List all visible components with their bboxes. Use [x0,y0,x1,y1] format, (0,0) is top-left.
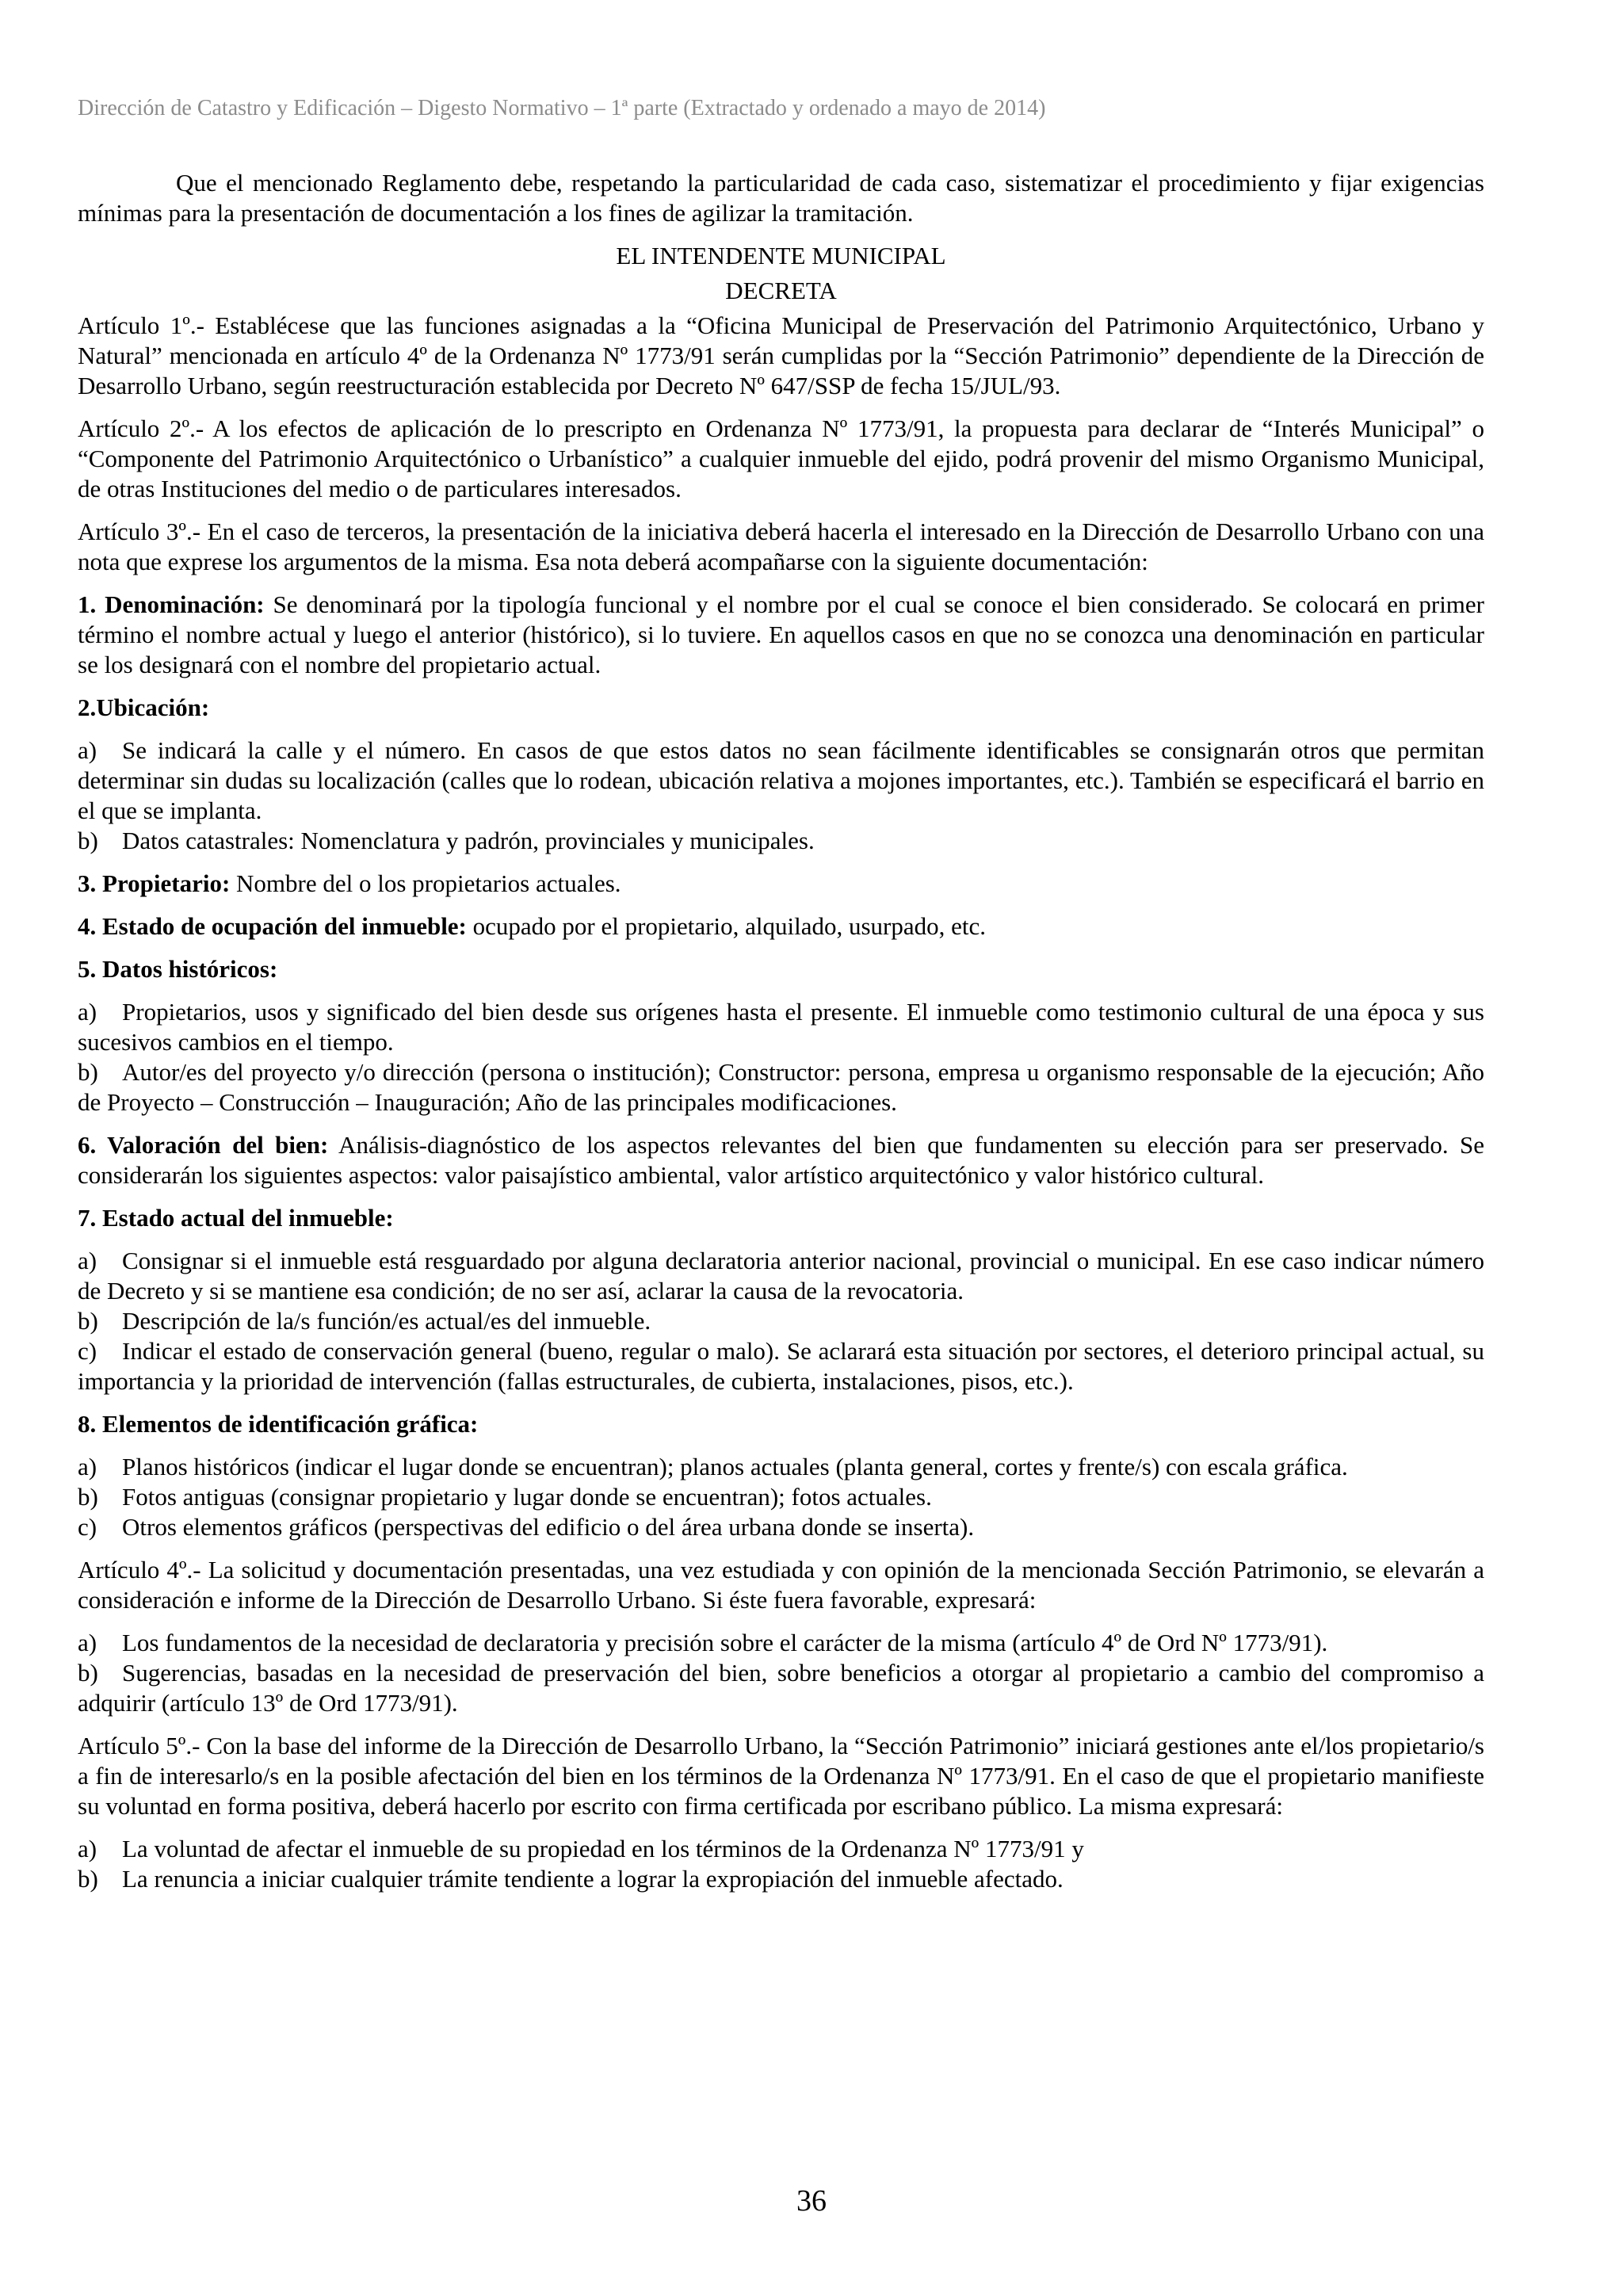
list-text: Autor/es del proyecto y/o dirección (persona o institución); Constructor: persona, empresa u organismo responsable de la ejecución; Año de Proyecto – Construcción – Inauguración; Año de las principales modificaciones. [78,1058,1484,1116]
list-label: b) [78,1659,98,1687]
section-4-text: ocupado por el propietario, alquilado, usurpado, etc. [466,912,986,940]
list-label: b) [78,1483,98,1511]
section-7-title-text: 7. Estado actual del inmueble: [78,1204,394,1232]
list-item [78,997,1484,1057]
list-label: a) [78,1835,97,1862]
list-text: Consignar si el inmueble está resguardado por alguna declaratoria anterior nacional, provincial o municipal. En ese caso indicar número de Decreto y si se mantiene esa condición; de no ser así, aclarar la causa de la revocatoria. [78,1247,1484,1305]
article-5: Artículo 5º.- Con la base del informe de la Dirección de Desarrollo Urbano, la “Sección Patrimonio” iniciará gestiones ante el/los propietario/s a fin de interesarlo/s en la posible afectación del bien en los términos de la Ordenanza Nº 1773/91. En el caso de que el propietario manifieste su voluntad en forma positiva, deberá hacerlo por escrito con firma certificada por escribano público. La misma expresará: [78,1732,1484,1820]
article-5-list [78,1834,1484,1894]
list-item [78,1306,1484,1336]
section-2-title-text: 2.Ubicación: [78,693,210,721]
document-body [78,168,1484,1907]
section-1-text: Se denominará por la tipología funcional y el nombre por el cual se conoce el bien considerado. Se colocará en primer término el nombre actual y luego el anterior (histórico), si lo tuviere. En aquellos casos en que no se conozca una denominación en particular se los designará con el nombre del propietario actual. [78,590,1485,678]
list-label: a) [78,736,97,764]
list-label: b) [78,827,98,854]
list-item [78,1864,1484,1894]
article-4-list [78,1628,1484,1718]
section-5-list [78,997,1484,1117]
list-text: Planos históricos (indicar el lugar donde se encuentran); planos actuales (planta general, cortes y frente/s) con escala gráfica. [122,1453,1348,1480]
section-1 [78,590,1484,680]
list-text: Datos catastrales: Nomenclatura y padrón, provinciales y municipales. [122,827,815,854]
list-item [78,1628,1484,1658]
list-item [78,1658,1484,1718]
article-1: Artículo 1º.- Establécese que las funciones asignadas a la “Oficina Municipal de Preservación del Patrimonio Arquitectónico, Urbano y Natural” mencionada en artículo 4º de la Ordenanza Nº 1773/91 serán cumplidas por la “Sección Patrimonio” dependiente de la Dirección de Desarrollo Urbano, según reestructuración establecida por Decreto Nº 647/SSP de fecha 15/JUL/93. [78,311,1484,399]
list-item [78,1482,1484,1512]
section-2-title [78,693,1484,723]
list-label: a) [78,998,97,1026]
list-label: a) [78,1629,97,1656]
list-text: Fotos antiguas (consignar propietario y lugar donde se encuentran); fotos actuales. [122,1483,932,1511]
list-item [78,826,1484,856]
list-label: a) [78,1453,97,1480]
list-text: Descripción de la/s función/es actual/es del inmueble. [122,1307,651,1335]
intro-paragraph: Que el mencionado Reglamento debe, respetando la particularidad de cada caso, sistematizar el procedimiento y fijar exigencias mínimas para la presentación de documentación a los fines de agilizar la tramitación. [78,169,1484,227]
section-3-text: Nombre del o los propietarios actuales. [230,869,621,897]
list-label: c) [78,1513,97,1541]
decreta-heading: DECRETA [725,277,837,304]
list-text: La voluntad de afectar el inmueble de su propiedad en los términos de la Ordenanza Nº 1773/91 y [122,1835,1084,1862]
section-1-title: 1. Denominación: [78,590,265,618]
list-text: Se indicará la calle y el número. En casos de que estos datos no sean fácilmente identificables se consignarán otros que permitan determinar sin dudas su localización (calles que lo rodean, ubicación relativa a mojones importantes, etc.). También se especificará el barrio en el que se implanta. [78,736,1484,824]
section-6 [78,1130,1484,1190]
list-item [78,735,1484,826]
section-2-list [78,735,1484,856]
list-label: b) [78,1058,98,1086]
list-item [78,1246,1484,1306]
section-5-title-text: 5. Datos históricos: [78,955,278,983]
running-header: Dirección de Catastro y Edificación – Digesto Normativo – 1ª parte (Extractado y ordenado a mayo de 2014) [78,96,1046,120]
list-label: b) [78,1865,98,1893]
list-label: b) [78,1307,98,1335]
section-6-title: 6. Valoración del bien: [78,1131,329,1159]
list-item [78,1057,1484,1117]
section-8-title-text: 8. Elementos de identificación gráfica: [78,1410,479,1438]
article-4: Artículo 4º.- La solicitud y documentación presentadas, una vez estudiada y con opinión de la mencionada Sección Patrimonio, se elevarán a consideración e informe de la Dirección de Desarrollo Urbano. Si éste fuera favorable, expresará: [78,1556,1484,1614]
list-text: Otros elementos gráficos (perspectivas del edificio o del área urbana donde se inserta). [122,1513,975,1541]
section-7-title [78,1203,1484,1233]
section-7-list [78,1246,1484,1396]
section-3 [78,869,1484,899]
list-label: a) [78,1247,97,1274]
list-text: Los fundamentos de la necesidad de declaratoria y precisión sobre el carácter de la misma (artículo 4º de Ord Nº 1773/91). [122,1629,1328,1656]
section-5-title [78,954,1484,984]
section-8-title [78,1409,1484,1439]
section-4 [78,911,1484,942]
list-text: Propietarios, usos y significado del bien desde sus orígenes hasta el presente. El inmueble como testimonio cultural de una época y sus sucesivos cambios en el tiempo. [78,998,1484,1056]
list-item [78,1336,1484,1396]
section-3-title: 3. Propietario: [78,869,231,897]
list-item [78,1512,1484,1542]
section-8-list [78,1452,1484,1542]
list-text: La renuncia a iniciar cualquier trámite tendiente a lograr la expropiación del inmueble afectado. [122,1865,1064,1893]
list-text: Sugerencias, basadas en la necesidad de preservación del bien, sobre beneficios a otorgar al propietario a cambio del compromiso a adquirir (artículo 13º de Ord 1773/91). [78,1659,1484,1717]
section-6-text: Análisis-diagnóstico de los aspectos relevantes del bien que fundamenten su elección para ser preservado. Se considerarán los siguientes aspectos: valor paisajístico ambiental, valor artístico arquitectónico y valor histórico cultural. [78,1131,1484,1189]
list-item [78,1834,1484,1864]
intendente-heading: EL INTENDENTE MUNICIPAL [616,242,946,269]
section-4-title: 4. Estado de ocupación del inmueble: [78,912,467,940]
page-number: 36 [796,2184,827,2218]
article-2: Artículo 2º.- A los efectos de aplicación de lo prescripto en Ordenanza Nº 1773/91, la propuesta para declarar de “Interés Municipal” o “Componente del Patrimonio Arquitectónico o Urbanístico” a cualquier inmueble del ejido, podrá provenir del mismo Organismo Municipal, de otras Instituciones del medio o de particulares interesados. [78,415,1484,502]
article-3: Artículo 3º.- En el caso de terceros, la presentación de la iniciativa deberá hacerla el interesado en la Dirección de Desarrollo Urbano con una nota que exprese los argumentos de la misma. Esa nota deberá acompañarse con la siguiente documentación: [78,518,1484,575]
list-text: Indicar el estado de conservación general (bueno, regular o malo). Se aclarará esta situación por sectores, el deterioro principal actual, su importancia y la prioridad de intervención (fallas estructurales, de cubierta, instalaciones, pisos, etc.). [78,1337,1484,1395]
list-label: c) [78,1337,97,1365]
list-item [78,1452,1484,1482]
